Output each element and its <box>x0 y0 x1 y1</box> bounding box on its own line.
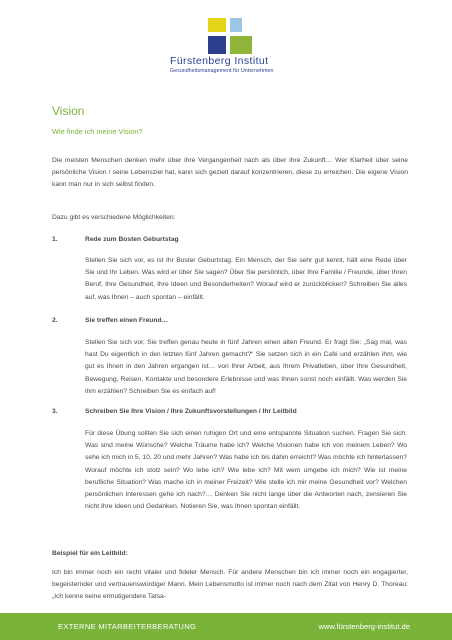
footer-website-link[interactable]: www.fürstenberg-institut.de <box>318 622 410 631</box>
item-number-1: 1. <box>52 236 58 243</box>
logo <box>0 0 452 80</box>
logo-squares-icon <box>208 18 252 54</box>
item-text-3: Für diese Übung sollten Sie sich einen ruhigen Ort und eine entspannte Situation suchen. Fragen Sie sich: Was sind meine Wünsche? Welche Träume habe ich? Welche Visionen habe ich von meinem Leben? Wo sehe ich mich in 5, 10, 20 und mehr Jahren? Was habe ich bis dahin erreicht? Was möchte ich hinterlassen? Worauf möchte ich stolz sein? Wo lebe ich? Wie lebe ich? Mit wem umgebe ich mich? Wie ist meine berufliche Situation? Was mache ich in meiner Freizeit? Wie stelle ich mir meine Gesundheit vor? Welchen persönlichen Interessen gehe ich nach?… Denken Sie nicht lange über die Antworten nach, zensieren Sie nicht Ihre Ideen und Gedanken. Notieren Sie, was Ihnen spontan einfällt. <box>85 430 407 511</box>
item-number-2: 2. <box>52 317 58 324</box>
item-text-2: Stellen Sie sich vor, Sie treffen genau heute in fünf Jahren einen alten Freund. Er fragt Sie: „Sag mal, was hast Du eigentlich in den letzten fünf Jahren gemacht?“ Sie setzen sich in ein Café und erzählen ihm, wie gut es Ihnen in den Jahren ergangen ist… von Ihrer Arbeit, aus Ihrem Privatleben, über Ihre Gesundheit, Bewegung, Reisen, Kontakte und besondere Erlebnisse und was Ihnen sonst noch einfällt. Was werden Sie ihm erzählen? Schreiben Sie es einfach auf! <box>85 339 407 395</box>
example-heading: Beispiel für ein Leitbild: <box>52 550 128 557</box>
item-title-2: Sie treffen einen Freund… <box>85 317 169 324</box>
item-title-3: Schreiben Sie Ihre Vision / Ihre Zukunftsvorstellungen / Ihr Leitbild <box>85 408 297 415</box>
example-text: Ich bin immer noch ein recht vitaler und fideler Mensch. Für andere Menschen bin ich immer noch ein engagierter, begeisternder und vertrauenswürdiger Mann. Mein Lebensmotto ist immer noch nach dem Zitat von Henry D. Thoreau: „Ich kenne keine ermutigendere Tatsa- <box>52 569 408 601</box>
possibilities-intro: Dazu gibt es verschiedene Möglichkeiten: <box>52 214 176 221</box>
item-text-1: Stellen Sie sich vor, es ist Ihr Boster Geburtstag. Ein Mensch, der Sie sehr gut kennt, hält eine Rede über Sie und Ihr Leben. Was wird er über Sie sagen? Über Sie persönlich, über Ihre Familie / Freunde, über Ihren Beruf, Ihre Gesundheit, Ihre Ideen und Besonderheiten? Worauf wird er zurückblicken? Schreiben Sie alles auf, was Ihnen – auch spontan – einfällt. <box>85 257 407 301</box>
footer-label: EXTERNE MITARBEITERBERATUNG <box>58 622 197 631</box>
intro-paragraph: Die meisten Menschen denken mehr über ihre Vergangenheit nach als über ihre Zukunft… Wer Klarheit über seine persönliche Vision / seine Lebensziel hat, kann sich gezielt darauf konzentrieren, diese zu erreichen. Die eigene Vision kann man nur in sich selbst finden. <box>52 157 408 189</box>
footer <box>0 613 452 640</box>
logo-title: Fürstenberg Institut <box>170 55 269 67</box>
item-number-3: 3. <box>52 408 58 415</box>
item-title-1: Rede zum Bosten Geburtstag <box>85 236 179 243</box>
logo-tagline: Gesundheitsmanagement für Unternehmen <box>170 68 274 74</box>
page-subtitle: Wie finde ich meine Vision? <box>52 127 143 136</box>
page-title: Vision <box>52 104 85 118</box>
